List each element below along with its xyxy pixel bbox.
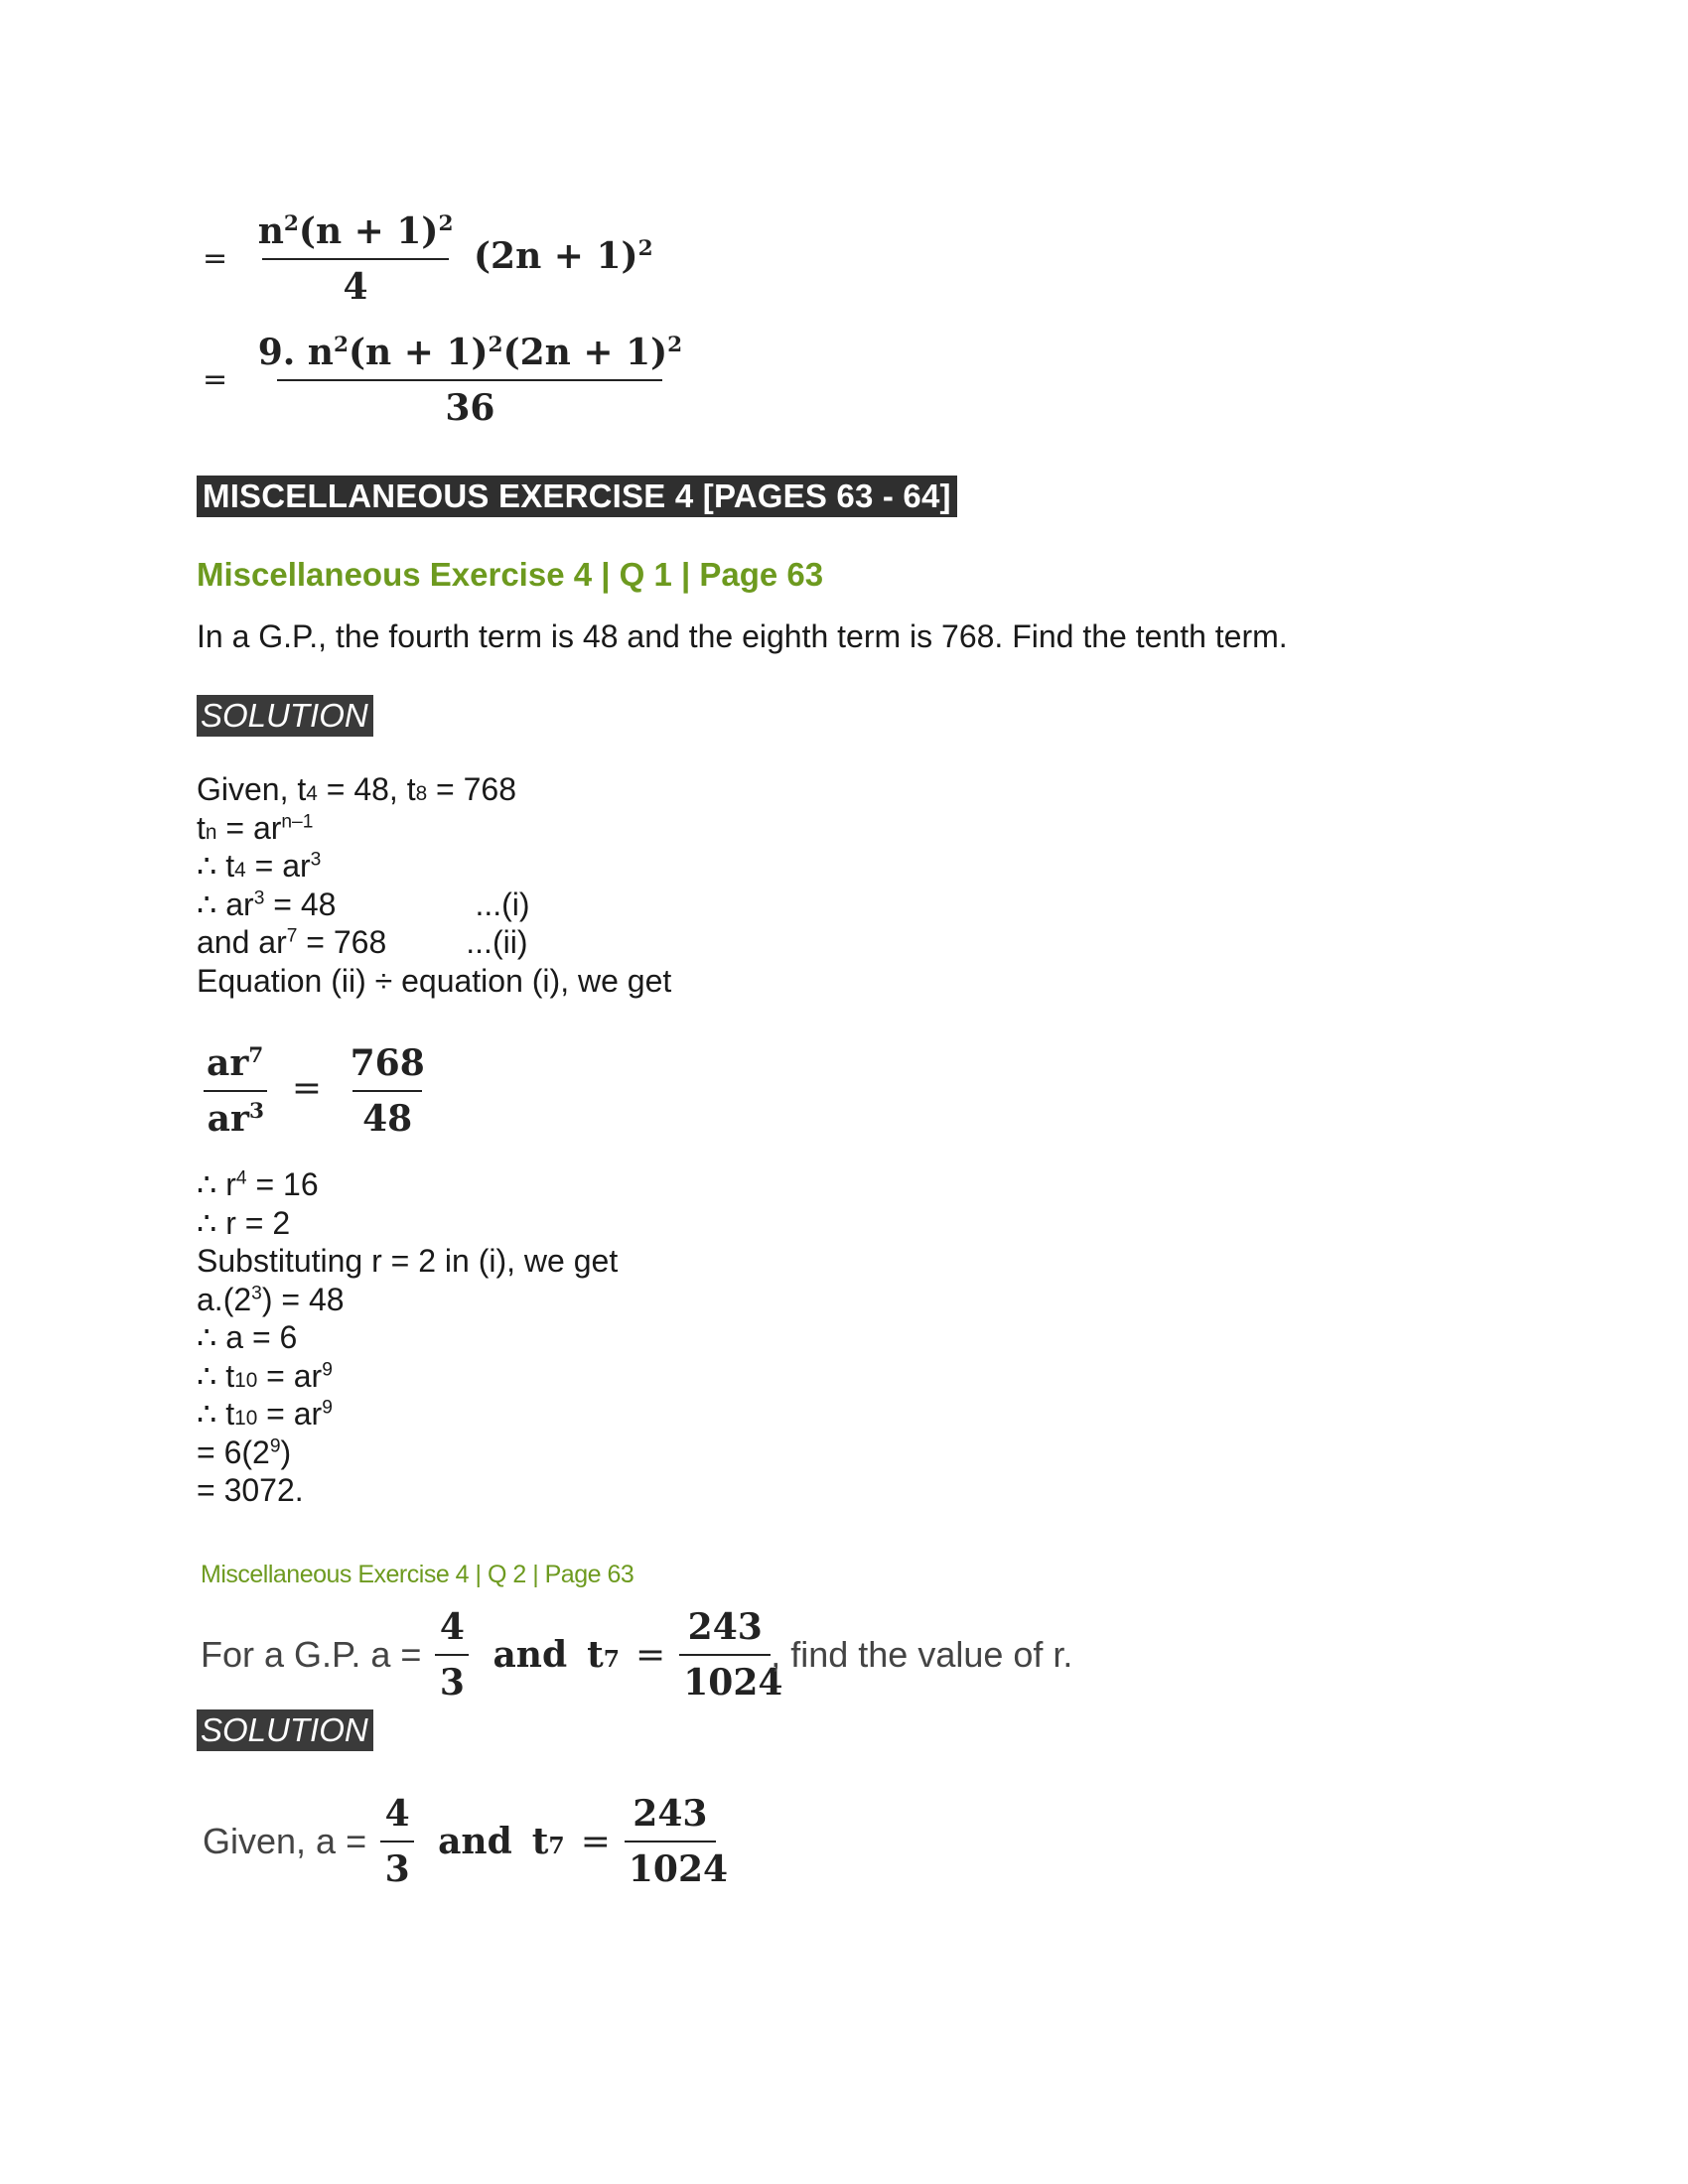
question-suffix: , find the value of r. xyxy=(771,1634,1073,1675)
numerator: 4 xyxy=(384,1793,410,1835)
denominator: 48 xyxy=(352,1090,422,1140)
fraction xyxy=(254,332,687,429)
numerator: $ar^7$ xyxy=(207,1042,264,1084)
question-text xyxy=(201,1606,1072,1704)
step-line: ∴ $t4 = ar^3$ xyxy=(197,848,322,884)
equals-sign: = xyxy=(291,1068,323,1109)
equals-sign: = xyxy=(203,241,228,276)
step-line: tn = $ar^{n-1}$ xyxy=(197,809,314,846)
step-line: $a.(2^3) = 48$ xyxy=(197,1281,345,1317)
step-line: Given, t4 = 48, t8 = 768 xyxy=(197,771,517,807)
denominator: 4 xyxy=(262,258,449,308)
denominator: 36 xyxy=(277,379,662,429)
denominator: 3 xyxy=(380,1841,414,1890)
step-line: = 3072. xyxy=(197,1472,304,1508)
equals-sign: = xyxy=(635,1634,666,1676)
step-line: ∴ a = 6 xyxy=(197,1319,298,1355)
solution-label: SOLUTION xyxy=(197,695,373,737)
fraction xyxy=(679,1606,783,1704)
factor: $(2n + 1)^2$ xyxy=(474,235,653,277)
question-heading: Miscellaneous Exercise 4 | Q 2 | Page 63 xyxy=(201,1561,634,1588)
step-line: ∴ $t10 = ar^9$ xyxy=(197,1357,333,1394)
step-line: and $ar^7 = 768$ ...(ii) xyxy=(197,924,528,960)
step-line: Equation (ii) ÷ equation (i), we get xyxy=(197,962,672,999)
t7-symbol: t7 xyxy=(587,1634,621,1676)
solution-label: SOLUTION xyxy=(197,1709,373,1751)
and-word: and xyxy=(492,1634,568,1676)
numerator: 243 xyxy=(687,1606,763,1648)
solution-steps-a xyxy=(197,770,671,1000)
numerator: 768 xyxy=(350,1042,425,1084)
given-line xyxy=(203,1793,729,1890)
section-banner: MISCELLANEOUS EXERCISE 4 [PAGES 63 - 64] xyxy=(197,476,957,517)
step-line: Substituting r = 2 in (i), we get xyxy=(197,1243,619,1279)
fraction xyxy=(347,1042,429,1140)
numerator: 4 xyxy=(439,1606,465,1648)
solution-steps-b xyxy=(197,1165,618,1510)
equals-sign: = xyxy=(580,1821,611,1862)
and-word: and xyxy=(438,1821,512,1862)
question-prefix: For a G.P. a = xyxy=(201,1634,422,1675)
step-line: ∴ $t10 = ar^9$ xyxy=(197,1396,333,1432)
denominator: 3 xyxy=(435,1654,469,1704)
denominator: 1024 xyxy=(679,1654,771,1704)
math-line-1 xyxy=(203,210,653,308)
given-prefix: Given, a = xyxy=(203,1821,367,1861)
fraction xyxy=(203,1042,267,1140)
math-line-2 xyxy=(203,332,686,429)
ratio-equation xyxy=(203,1042,429,1140)
step-line: ∴ $r^4 = 16$ xyxy=(197,1166,319,1202)
step-line: ∴ $ar^3 = 48$ ...(i) xyxy=(197,886,530,922)
numerator: $n^2(n + 1)^2$ xyxy=(257,210,454,252)
equals-sign: = xyxy=(203,362,228,397)
numerator: 243 xyxy=(633,1793,708,1835)
denominator: $ar^3$ xyxy=(204,1090,267,1140)
step-line: ∴ r = 2 xyxy=(197,1204,291,1241)
fraction xyxy=(435,1606,469,1704)
fraction xyxy=(380,1793,414,1890)
step-line: = $6(2^9)$ xyxy=(197,1433,292,1470)
question-text: In a G.P., the fourth term is 48 and the eighth term is 768. Find the tenth term. xyxy=(197,618,1288,654)
question-heading: Miscellaneous Exercise 4 | Q 1 | Page 63 xyxy=(197,556,824,593)
t7-symbol: t7 xyxy=(531,1821,565,1862)
fraction xyxy=(625,1793,729,1890)
denominator: 1024 xyxy=(625,1841,716,1890)
numerator: 9. $n^2(n + 1)^2(2n + 1)^2$ xyxy=(257,332,683,373)
fraction xyxy=(254,210,458,308)
